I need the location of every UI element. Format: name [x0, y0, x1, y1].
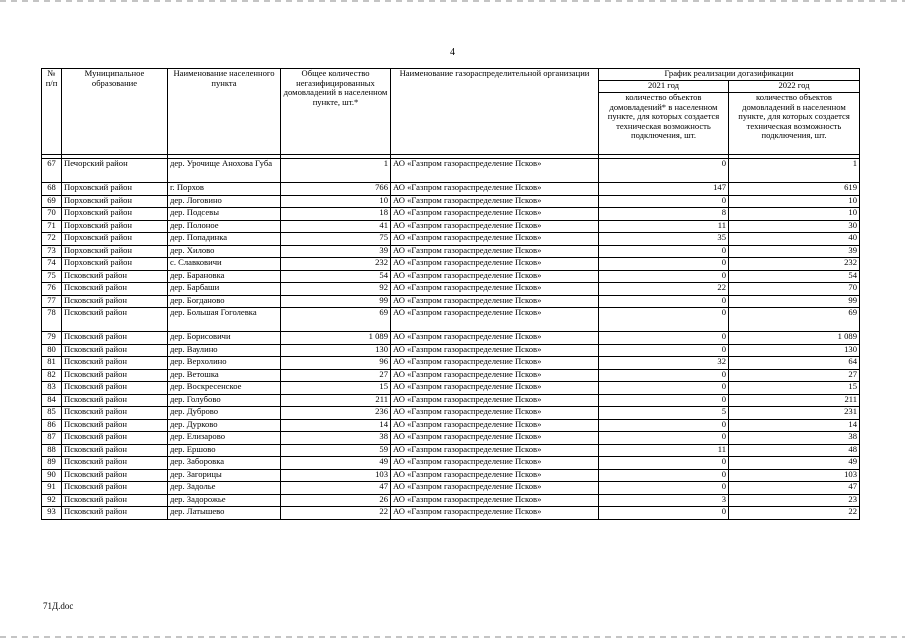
row-organization: АО «Газпром газораспределение Псков» — [391, 469, 599, 482]
row-organization: АО «Газпром газораспределение Псков» — [391, 344, 599, 357]
row-municipality: Псковский район — [62, 482, 168, 495]
row-year-2022: 99 — [729, 295, 860, 308]
row-total: 232 — [281, 258, 391, 271]
row-municipality: Псковский район — [62, 432, 168, 445]
gasification-schedule-table — [41, 68, 860, 520]
row-number: 90 — [42, 469, 62, 482]
table-row — [42, 183, 860, 196]
row-total: 41 — [281, 220, 391, 233]
row-municipality: Псковский район — [62, 457, 168, 470]
table-row — [42, 220, 860, 233]
header-year-2021: 2021 год — [599, 81, 729, 93]
row-organization: АО «Газпром газораспределение Псков» — [391, 369, 599, 382]
row-year-2021: 11 — [599, 444, 729, 457]
table-row — [42, 369, 860, 382]
row-organization: АО «Газпром газораспределение Псков» — [391, 183, 599, 196]
row-total: 211 — [281, 394, 391, 407]
row-year-2022: 69 — [729, 308, 860, 332]
row-year-2022: 231 — [729, 407, 860, 420]
row-year-2021: 22 — [599, 283, 729, 296]
row-settlement: дер. Большая Гоголевка — [168, 308, 281, 332]
row-year-2021: 0 — [599, 507, 729, 520]
table-row — [42, 245, 860, 258]
row-organization: АО «Газпром газораспределение Псков» — [391, 482, 599, 495]
row-year-2021: 0 — [599, 457, 729, 470]
table-row — [42, 270, 860, 283]
header-total: Общее количество негазифицированных домовладений в населенном пункте, шт.* — [281, 69, 391, 155]
table-row — [42, 195, 860, 208]
row-municipality: Псковский район — [62, 507, 168, 520]
row-total: 1 — [281, 159, 391, 183]
table-row — [42, 344, 860, 357]
row-organization: АО «Газпром газораспределение Псков» — [391, 308, 599, 332]
row-number: 84 — [42, 394, 62, 407]
header-row-1 — [42, 69, 860, 81]
row-municipality: Печорский район — [62, 159, 168, 183]
row-year-2022: 47 — [729, 482, 860, 495]
row-settlement: дер. Дурково — [168, 419, 281, 432]
row-year-2022: 15 — [729, 382, 860, 395]
row-year-2021: 0 — [599, 369, 729, 382]
table-row — [42, 283, 860, 296]
table-row — [42, 469, 860, 482]
page-number: 4 — [450, 47, 455, 58]
row-organization: АО «Газпром газораспределение Псков» — [391, 407, 599, 420]
row-municipality: Псковский район — [62, 469, 168, 482]
row-year-2021: 0 — [599, 482, 729, 495]
row-municipality: Псковский район — [62, 270, 168, 283]
row-total: 1 089 — [281, 332, 391, 345]
row-total: 47 — [281, 482, 391, 495]
header-schedule: График реализации догазификации — [599, 69, 860, 81]
row-year-2022: 103 — [729, 469, 860, 482]
table-row — [42, 159, 860, 183]
row-number: 87 — [42, 432, 62, 445]
row-settlement: дер. Задолье — [168, 482, 281, 495]
row-municipality: Псковский район — [62, 332, 168, 345]
row-municipality: Псковский район — [62, 419, 168, 432]
row-year-2021: 0 — [599, 344, 729, 357]
row-organization: АО «Газпром газораспределение Псков» — [391, 494, 599, 507]
row-year-2022: 40 — [729, 233, 860, 246]
row-total: 54 — [281, 270, 391, 283]
row-organization: АО «Газпром газораспределение Псков» — [391, 432, 599, 445]
row-municipality: Порховский район — [62, 208, 168, 221]
header-desc-2021: количество объектов домовладений* в населенном пункте, для которых создается техническая возможность подключения, шт. — [599, 93, 729, 155]
table-row — [42, 407, 860, 420]
row-settlement: дер. Елизарово — [168, 432, 281, 445]
row-organization: АО «Газпром газораспределение Псков» — [391, 357, 599, 370]
row-municipality: Порховский район — [62, 195, 168, 208]
row-settlement: дер. Латышево — [168, 507, 281, 520]
row-year-2022: 54 — [729, 270, 860, 283]
table-row — [42, 295, 860, 308]
row-number: 81 — [42, 357, 62, 370]
row-organization: АО «Газпром газораспределение Псков» — [391, 220, 599, 233]
row-municipality: Порховский район — [62, 183, 168, 196]
row-number: 85 — [42, 407, 62, 420]
row-year-2022: 10 — [729, 195, 860, 208]
row-settlement: дер. Логовино — [168, 195, 281, 208]
table-row — [42, 308, 860, 332]
header-municipality: Муниципальное образование — [62, 69, 168, 155]
row-settlement: дер. Верхолино — [168, 357, 281, 370]
row-municipality: Порховский район — [62, 220, 168, 233]
row-organization: АО «Газпром газораспределение Псков» — [391, 507, 599, 520]
file-name: 71Д.doc — [43, 601, 74, 611]
row-municipality: Псковский район — [62, 394, 168, 407]
row-number: 76 — [42, 283, 62, 296]
row-organization: АО «Газпром газораспределение Псков» — [391, 332, 599, 345]
row-year-2021: 0 — [599, 469, 729, 482]
row-total: 103 — [281, 469, 391, 482]
row-total: 236 — [281, 407, 391, 420]
table-row — [42, 382, 860, 395]
row-organization: АО «Газпром газораспределение Псков» — [391, 382, 599, 395]
row-total: 49 — [281, 457, 391, 470]
row-municipality: Псковский район — [62, 369, 168, 382]
row-total: 22 — [281, 507, 391, 520]
row-number: 88 — [42, 444, 62, 457]
row-year-2022: 38 — [729, 432, 860, 445]
row-total: 59 — [281, 444, 391, 457]
row-number: 75 — [42, 270, 62, 283]
row-settlement: дер. Дуброво — [168, 407, 281, 420]
row-year-2021: 0 — [599, 195, 729, 208]
table-row — [42, 233, 860, 246]
row-settlement: г. Порхов — [168, 183, 281, 196]
row-total: 92 — [281, 283, 391, 296]
table-row — [42, 457, 860, 470]
row-number: 93 — [42, 507, 62, 520]
row-year-2022: 39 — [729, 245, 860, 258]
row-year-2022: 130 — [729, 344, 860, 357]
row-total: 130 — [281, 344, 391, 357]
row-year-2021: 0 — [599, 258, 729, 271]
row-settlement: дер. Ветошка — [168, 369, 281, 382]
row-year-2022: 64 — [729, 357, 860, 370]
header-year-2022: 2022 год — [729, 81, 860, 93]
row-settlement: дер. Урочище Анохова Губа — [168, 159, 281, 183]
row-settlement: с. Славковичи — [168, 258, 281, 271]
row-municipality: Порховский район — [62, 245, 168, 258]
row-number: 80 — [42, 344, 62, 357]
row-settlement: дер. Борисовичи — [168, 332, 281, 345]
row-settlement: дер. Барановка — [168, 270, 281, 283]
row-year-2021: 147 — [599, 183, 729, 196]
row-municipality: Псковский район — [62, 283, 168, 296]
row-year-2021: 8 — [599, 208, 729, 221]
row-organization: АО «Газпром газораспределение Псков» — [391, 195, 599, 208]
row-year-2022: 70 — [729, 283, 860, 296]
row-total: 69 — [281, 308, 391, 332]
row-year-2021: 0 — [599, 159, 729, 183]
row-year-2021: 3 — [599, 494, 729, 507]
row-organization: АО «Газпром газораспределение Псков» — [391, 270, 599, 283]
row-settlement: дер. Подсевы — [168, 208, 281, 221]
row-organization: АО «Газпром газораспределение Псков» — [391, 258, 599, 271]
row-organization: АО «Газпром газораспределение Псков» — [391, 283, 599, 296]
row-settlement: дер. Голубово — [168, 394, 281, 407]
row-total: 38 — [281, 432, 391, 445]
row-organization: АО «Газпром газораспределение Псков» — [391, 208, 599, 221]
row-year-2022: 1 089 — [729, 332, 860, 345]
row-year-2021: 0 — [599, 432, 729, 445]
row-year-2021: 0 — [599, 295, 729, 308]
row-settlement: дер. Задорожье — [168, 494, 281, 507]
row-municipality: Порховский район — [62, 233, 168, 246]
table-row — [42, 394, 860, 407]
table-row — [42, 432, 860, 445]
row-year-2021: 0 — [599, 394, 729, 407]
scan-edge-bottom — [0, 636, 905, 638]
row-organization: АО «Газпром газораспределение Псков» — [391, 159, 599, 183]
header-settlement: Наименование населенного пункта — [168, 69, 281, 155]
row-settlement: дер. Хилово — [168, 245, 281, 258]
row-number: 71 — [42, 220, 62, 233]
row-total: 18 — [281, 208, 391, 221]
row-year-2021: 35 — [599, 233, 729, 246]
row-year-2021: 11 — [599, 220, 729, 233]
row-year-2022: 1 — [729, 159, 860, 183]
row-year-2022: 27 — [729, 369, 860, 382]
row-organization: АО «Газпром газораспределение Псков» — [391, 394, 599, 407]
row-municipality: Псковский район — [62, 382, 168, 395]
row-total: 26 — [281, 494, 391, 507]
row-year-2021: 5 — [599, 407, 729, 420]
row-year-2021: 0 — [599, 308, 729, 332]
row-year-2021: 0 — [599, 245, 729, 258]
header-desc-2022: количество объектов домовладений в населенном пункте, для которых создается техническая возможность подключения, шт. — [729, 93, 860, 155]
row-year-2022: 232 — [729, 258, 860, 271]
row-year-2021: 0 — [599, 270, 729, 283]
row-municipality: Порховский район — [62, 258, 168, 271]
scan-edge-top — [0, 0, 905, 2]
row-total: 15 — [281, 382, 391, 395]
row-number: 78 — [42, 308, 62, 332]
row-number: 74 — [42, 258, 62, 271]
row-settlement: дер. Ваулино — [168, 344, 281, 357]
row-year-2022: 14 — [729, 419, 860, 432]
row-year-2022: 10 — [729, 208, 860, 221]
row-settlement: дер. Барбаши — [168, 283, 281, 296]
row-settlement: дер. Полоное — [168, 220, 281, 233]
row-year-2021: 32 — [599, 357, 729, 370]
row-number: 82 — [42, 369, 62, 382]
row-number: 68 — [42, 183, 62, 196]
row-year-2021: 0 — [599, 382, 729, 395]
row-settlement: дер. Ершово — [168, 444, 281, 457]
row-total: 96 — [281, 357, 391, 370]
row-municipality: Псковский район — [62, 444, 168, 457]
row-municipality: Псковский район — [62, 344, 168, 357]
row-municipality: Псковский район — [62, 494, 168, 507]
header-organization: Наименование газораспределительной организации — [391, 69, 599, 155]
row-number: 69 — [42, 195, 62, 208]
row-organization: АО «Газпром газораспределение Псков» — [391, 444, 599, 457]
row-settlement: дер. Попадинка — [168, 233, 281, 246]
row-year-2022: 23 — [729, 494, 860, 507]
row-settlement: дер. Богданово — [168, 295, 281, 308]
table-row — [42, 208, 860, 221]
row-organization: АО «Газпром газораспределение Псков» — [391, 457, 599, 470]
row-number: 70 — [42, 208, 62, 221]
row-organization: АО «Газпром газораспределение Псков» — [391, 245, 599, 258]
row-year-2022: 22 — [729, 507, 860, 520]
table-row — [42, 258, 860, 271]
table-row — [42, 444, 860, 457]
row-municipality: Псковский район — [62, 295, 168, 308]
row-organization: АО «Газпром газораспределение Псков» — [391, 233, 599, 246]
row-settlement: дер. Загорицы — [168, 469, 281, 482]
row-total: 27 — [281, 369, 391, 382]
row-year-2022: 49 — [729, 457, 860, 470]
row-settlement: дер. Воскресенское — [168, 382, 281, 395]
row-number: 73 — [42, 245, 62, 258]
table-body — [42, 155, 860, 520]
row-total: 99 — [281, 295, 391, 308]
table-row — [42, 332, 860, 345]
row-municipality: Псковский район — [62, 308, 168, 332]
row-organization: АО «Газпром газораспределение Псков» — [391, 295, 599, 308]
row-number: 83 — [42, 382, 62, 395]
row-total: 766 — [281, 183, 391, 196]
table-row — [42, 482, 860, 495]
row-year-2022: 211 — [729, 394, 860, 407]
row-year-2022: 619 — [729, 183, 860, 196]
row-total: 75 — [281, 233, 391, 246]
row-municipality: Псковский район — [62, 357, 168, 370]
row-number: 67 — [42, 159, 62, 183]
row-number: 91 — [42, 482, 62, 495]
row-year-2022: 30 — [729, 220, 860, 233]
row-total: 10 — [281, 195, 391, 208]
row-number: 79 — [42, 332, 62, 345]
header-num: № п/п — [42, 69, 62, 155]
row-number: 92 — [42, 494, 62, 507]
row-year-2022: 48 — [729, 444, 860, 457]
row-number: 72 — [42, 233, 62, 246]
row-organization: АО «Газпром газораспределение Псков» — [391, 419, 599, 432]
table-row — [42, 494, 860, 507]
row-total: 39 — [281, 245, 391, 258]
row-municipality: Псковский район — [62, 407, 168, 420]
table-row — [42, 507, 860, 520]
row-number: 89 — [42, 457, 62, 470]
row-number: 86 — [42, 419, 62, 432]
row-settlement: дер. Заборовка — [168, 457, 281, 470]
row-year-2021: 0 — [599, 419, 729, 432]
row-total: 14 — [281, 419, 391, 432]
row-number: 77 — [42, 295, 62, 308]
table-row — [42, 419, 860, 432]
table-row — [42, 357, 860, 370]
row-year-2021: 0 — [599, 332, 729, 345]
